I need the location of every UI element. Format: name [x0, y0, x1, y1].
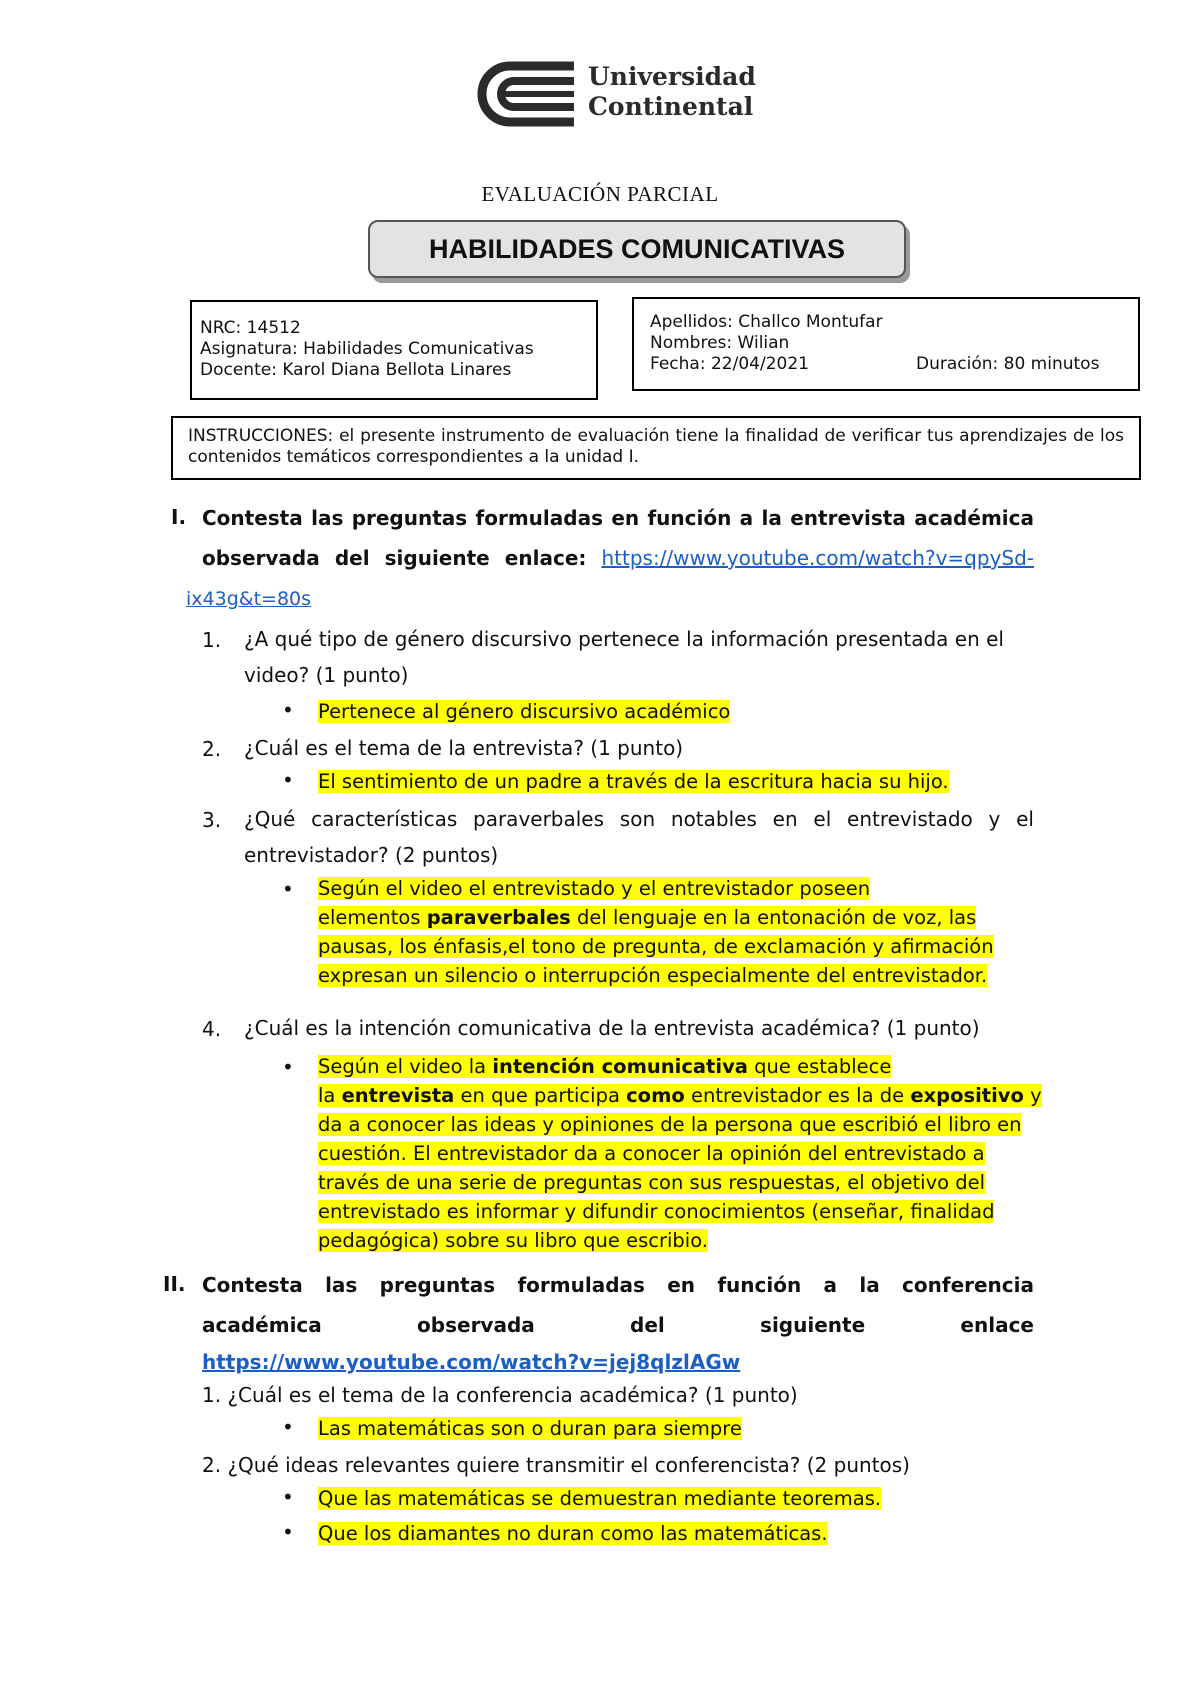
answer-4	[318, 1052, 1042, 1255]
continental-c-logo-icon	[470, 58, 580, 130]
question-3-line-1: ¿Qué características paraverbales son notables en el entrevistado y el	[244, 807, 1034, 831]
answer-4-line-2a: la	[318, 1084, 342, 1107]
section-2-heading-line-1: Contesta las preguntas formuladas en función a la conferencia	[202, 1273, 1034, 1297]
answer-3-line-4: expresan un silencio o interrupción especialmente del entrevistador.	[318, 964, 988, 987]
answer-4-line-1a: Según el video la	[318, 1055, 493, 1078]
date-duration-row	[650, 354, 1138, 375]
answer-3-line-2	[318, 906, 976, 929]
section-1-heading-line-1: Contesta las preguntas formuladas en función a la entrevista académica	[202, 506, 1034, 530]
answer-4-line-1c: que establece	[747, 1055, 892, 1078]
question-2: ¿Cuál es el tema de la entrevista? (1 punto)	[244, 736, 684, 760]
question-1-line-1: ¿A qué tipo de género discursivo pertenece la información presentada en el	[244, 627, 1004, 651]
section-1-number: I.	[171, 505, 187, 529]
answer-4-line-2e: entrevistador es la de	[684, 1084, 911, 1107]
nombres-line: Nombres: Wilian	[650, 333, 790, 353]
section-2-answer-1-text: Las matemáticas son o duran para siempre	[318, 1417, 742, 1440]
section-1-heading-line-2	[202, 538, 1034, 578]
answer-4-line-1	[318, 1055, 891, 1078]
apellidos-line: Apellidos: Challco Montufar	[650, 312, 883, 332]
question-3-line-2: entrevistador? (2 puntos)	[244, 843, 499, 867]
section-2-answer-1	[318, 1414, 742, 1443]
logo-wordmark	[588, 62, 756, 122]
section-2-question-2: 2. ¿Qué ideas relevantes quiere transmitir el conferencista? (2 puntos)	[202, 1453, 910, 1477]
answer-4-bold-term-1: intención comunicativa	[492, 1055, 748, 1078]
answer-4-line-4: cuestión. El entrevistador da a conocer la opinión del entrevistado a	[318, 1142, 985, 1165]
answer-2-text: El sentimiento de un padre a través de la escritura hacia su hijo.	[318, 770, 949, 793]
question-1	[244, 621, 1034, 693]
university-logo	[470, 58, 760, 130]
question-1-line-2: video? (1 punto)	[244, 663, 409, 687]
bullet-icon: •	[282, 1055, 294, 1079]
question-3-number: 3.	[202, 808, 222, 832]
student-info-box	[632, 297, 1140, 391]
logo-line-2: Continental	[588, 92, 754, 121]
section-2-answer-2-2-text: Que los diamantes no duran como las matemáticas.	[318, 1522, 828, 1545]
answer-4-bold-term-4: expositivo	[910, 1084, 1024, 1107]
exam-type-title: EVALUACIÓN PARCIAL	[481, 182, 719, 206]
bullet-icon: •	[282, 1415, 294, 1439]
fecha-line: Fecha: 22/04/2021	[650, 354, 809, 374]
answer-3-line-1: Según el video el entrevistado y el entrevistador poseen	[318, 877, 871, 900]
answer-4-line-7: pedagógica) sobre su libro que escribio.	[318, 1229, 709, 1252]
logo-line-1: Universidad	[588, 62, 756, 91]
section-1-heading-text: observada del siguiente enlace:	[202, 546, 587, 570]
bullet-icon: •	[282, 1485, 294, 1509]
answer-4-line-5: través de una serie de preguntas con sus respuestas, el objetivo del	[318, 1171, 986, 1194]
section-1-video-link-continued[interactable]: ix43g&t=80s	[186, 588, 312, 610]
answer-3-line-2a: elementos	[318, 906, 427, 929]
answer-3-line-3: pausas, los énfasis,el tono de pregunta, de exclamación y afirmación	[318, 935, 994, 958]
answer-4-line-6: entrevistado es informar y difundir conocimientos (enseñar, finalidad	[318, 1200, 995, 1223]
bullet-icon: •	[282, 698, 294, 722]
asignatura-line: Asignatura: Habilidades Comunicativas	[200, 339, 534, 359]
instructions-box: INSTRUCCIONES: el presente instrumento de evaluación tiene la finalidad de verificar tus aprendizajes de los contenidos temáticos correspondientes a la unidad I.	[171, 416, 1141, 480]
section-2-answer-2-1-text: Que las matemáticas se demuestran mediante teoremas.	[318, 1487, 882, 1510]
answer-4-line-3: da a conocer las ideas y opiniones de la persona que escribió el libro en	[318, 1113, 1022, 1136]
answer-4-bold-term-2: entrevista	[341, 1084, 455, 1107]
answer-2	[318, 767, 949, 796]
answer-3-line-2c: del lenguaje en la entonación de voz, las	[570, 906, 977, 929]
answer-3	[318, 874, 994, 990]
answer-4-line-2c: en que participa	[454, 1084, 627, 1107]
answer-4-line-2g: y	[1023, 1084, 1042, 1107]
bullet-icon: •	[282, 768, 294, 792]
section-1-heading	[202, 498, 1034, 578]
section-2-answer-2-2	[318, 1519, 828, 1548]
answer-3-bold-term: paraverbales	[426, 906, 571, 929]
answer-4-bold-term-3: como	[626, 1084, 685, 1107]
bullet-icon: •	[282, 877, 294, 901]
bullet-icon: •	[282, 1520, 294, 1544]
section-2-heading	[202, 1265, 1034, 1379]
section-2-answer-2-1	[318, 1484, 881, 1513]
course-title-banner: HABILIDADES COMUNICATIVAS	[368, 220, 906, 278]
question-4-number: 4.	[202, 1017, 222, 1041]
nrc-line: NRC: 14512	[200, 318, 301, 338]
section-2-question-1: 1. ¿Cuál es el tema de la conferencia académica? (1 punto)	[202, 1383, 798, 1407]
answer-1-text: Pertenece al género discursivo académico	[318, 700, 731, 723]
section-2-number: II.	[163, 1272, 186, 1296]
answer-4-line-2	[318, 1084, 1042, 1107]
question-2-number: 2.	[202, 737, 222, 761]
section-2-video-link[interactable]: https://www.youtube.com/watch?v=jej8qlzlAGw	[202, 1350, 741, 1374]
docente-line: Docente: Karol Diana Bellota Linares	[200, 360, 512, 380]
duracion-line: Duración: 80 minutos	[916, 354, 1100, 374]
question-4: ¿Cuál es la intención comunicativa de la entrevista académica? (1 punto)	[244, 1016, 980, 1040]
section-1-video-link[interactable]: https://www.youtube.com/watch?v=qpySd-	[601, 546, 1035, 570]
section-2-heading-line-2: académica observada del siguiente enlace	[202, 1313, 1034, 1337]
answer-1	[318, 697, 730, 726]
course-info-box	[190, 300, 598, 400]
question-1-number: 1.	[202, 628, 222, 652]
question-3	[244, 801, 1034, 873]
